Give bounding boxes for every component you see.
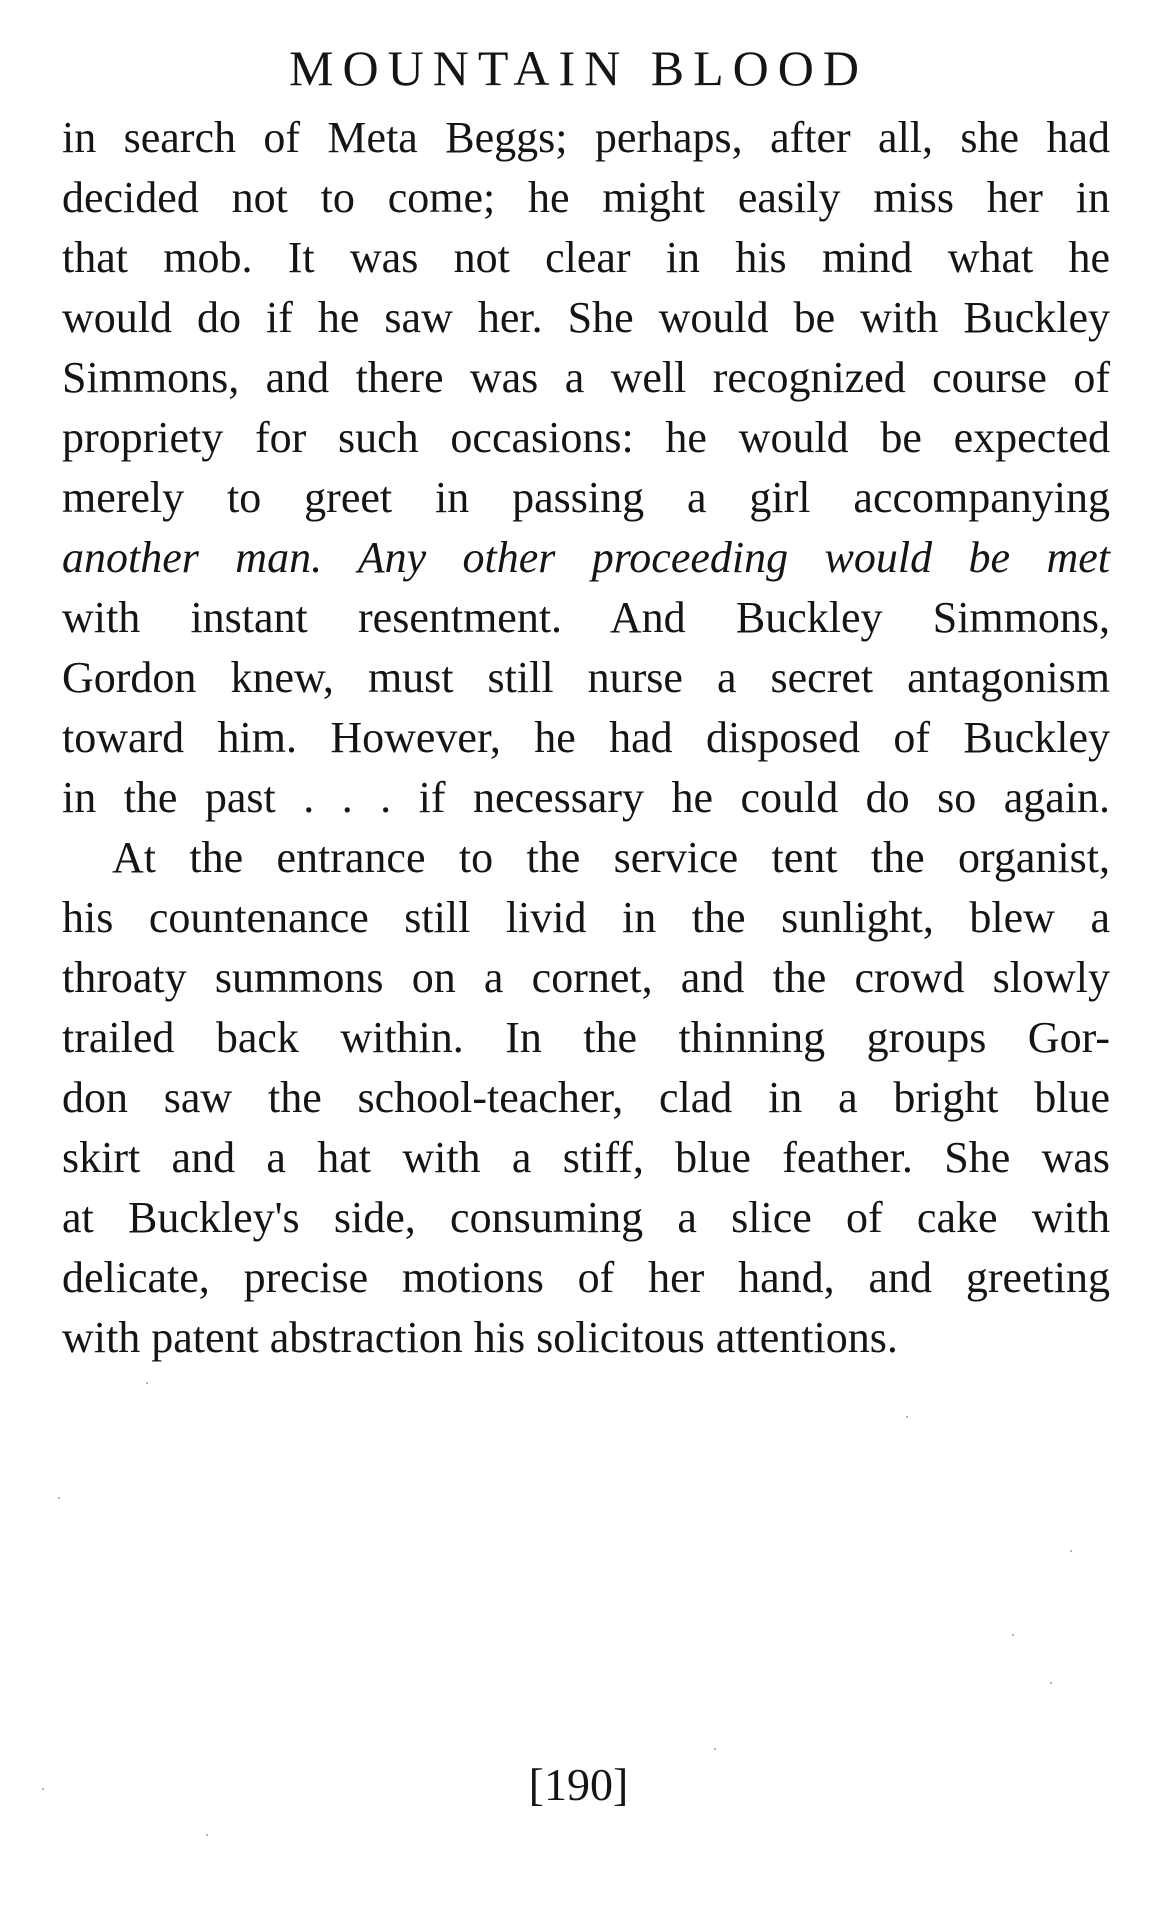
scan-speck (1070, 1550, 1072, 1552)
scan-speck (714, 1748, 716, 1750)
page-number: [190] (528, 1759, 629, 1810)
text-line: with instant resentment. And Buckley Simmons, (62, 593, 1110, 642)
text-line: delicate, precise motions of her hand, and greeting (62, 1253, 1110, 1302)
scan-speck (58, 1497, 60, 1499)
text-line: with patent abstraction his solicitous attentions. (62, 1313, 898, 1362)
scan-speck (42, 1788, 44, 1790)
scan-speck (1012, 1634, 1014, 1636)
text-line: another man. Any other proceeding would be met (62, 533, 1111, 582)
paragraph-2 (62, 828, 1110, 1368)
text-line: would do if he saw her. She would be with Buckley (62, 293, 1110, 342)
text-line: merely to greet in passing a girl accompanying (62, 473, 1110, 522)
text-line: in the past . . . if necessary he could do so again. (62, 773, 1110, 822)
text-line: that mob. It was not clear in his mind what he (62, 233, 1110, 282)
text-line: Simmons, and there was a well recognized course of (62, 353, 1110, 402)
running-head: MOUNTAIN BLOOD (289, 40, 868, 96)
text-line: Gordon knew, must still nurse a secret antagonism (62, 653, 1110, 702)
scan-speck (906, 1416, 908, 1418)
paragraph-1 (62, 108, 1110, 828)
text-line: toward him. However, he had disposed of Buckley (62, 713, 1110, 762)
text-line: at Buckley's side, consuming a slice of cake with (62, 1193, 1110, 1242)
text-line: trailed back within. In the thinning groups Gor- (62, 1013, 1110, 1062)
body-text (62, 108, 1110, 1368)
text-line: in search of Meta Beggs; perhaps, after all, she had (62, 113, 1110, 162)
scan-speck (1050, 1682, 1052, 1684)
text-line: skirt and a hat with a stiff, blue feather. She was (62, 1133, 1110, 1182)
text-line: his countenance still livid in the sunlight, blew a (62, 893, 1110, 942)
scan-speck (206, 1834, 208, 1836)
text-line: don saw the school-teacher, clad in a bright blue (62, 1073, 1110, 1122)
text-line: throaty summons on a cornet, and the crowd slowly (62, 953, 1110, 1002)
text-line: At the entrance to the service tent the organist, (112, 833, 1110, 882)
text-line: decided not to come; he might easily miss her in (62, 173, 1110, 222)
text-line: propriety for such occasions: he would be expected (62, 413, 1110, 462)
scan-speck (146, 1382, 148, 1384)
